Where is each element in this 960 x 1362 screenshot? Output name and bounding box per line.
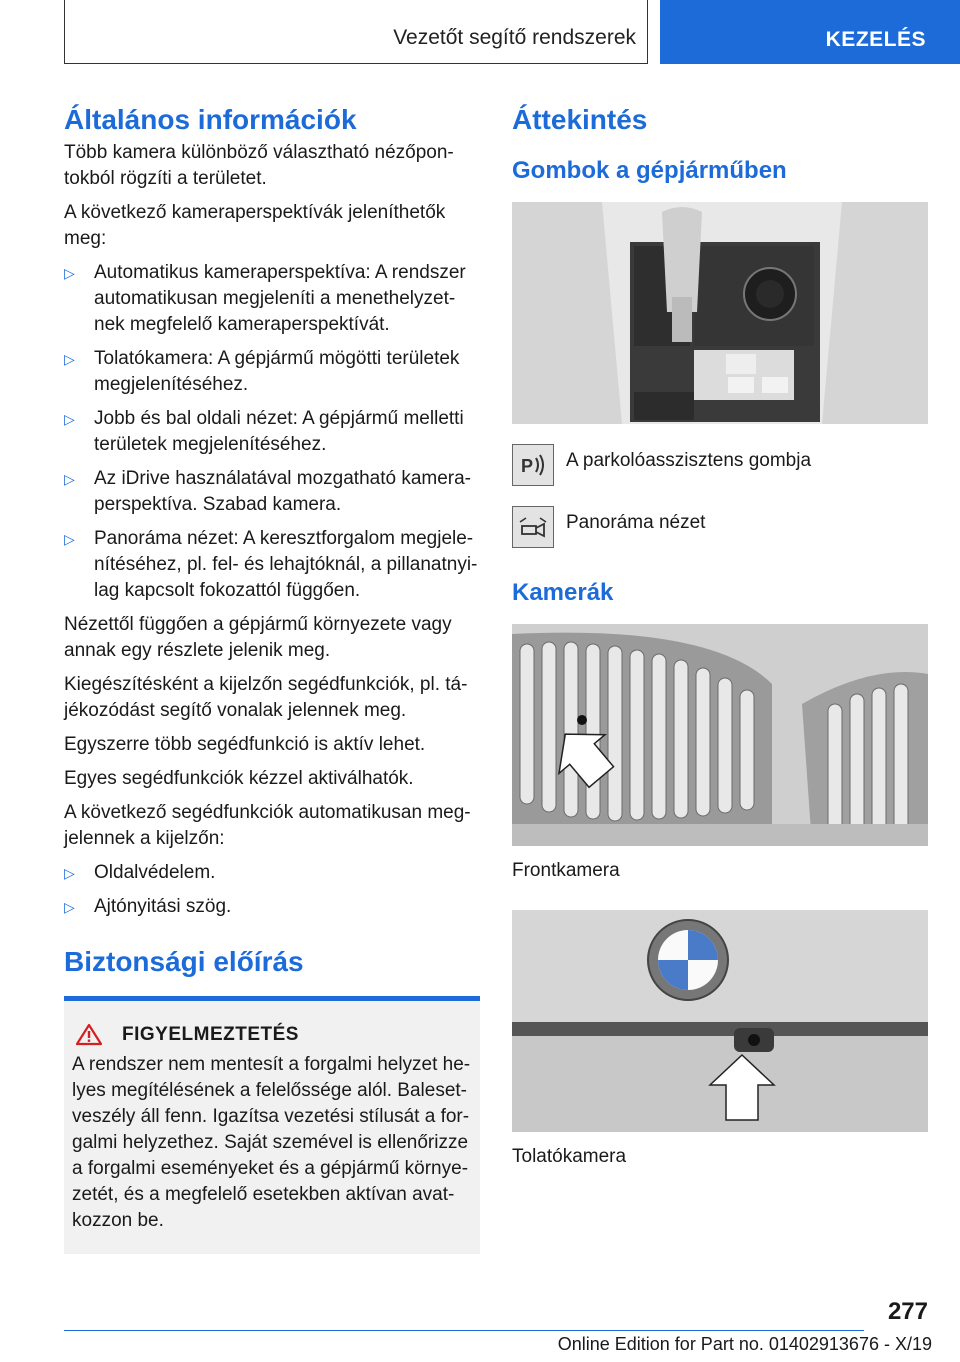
center-console-image (512, 202, 928, 424)
warning-box (64, 996, 480, 1254)
list-item: ▷ Tolatókamera: A gépjármű mögötti területek megjelenítéséhez. (64, 348, 460, 395)
panorama-row (512, 506, 928, 548)
left-column (64, 100, 480, 1254)
rear-camera-illustration (512, 910, 928, 1132)
paragraph: Több kamera különböző választható nézőpon-tokból rögzíti a területet. (64, 142, 454, 189)
warning-triangle-icon (76, 1023, 102, 1046)
footer-divider (64, 1330, 864, 1331)
panorama-label: Panoráma nézet (566, 512, 706, 533)
triangle-right-icon: ▷ (64, 865, 75, 881)
park-assist-row (512, 444, 928, 486)
list-item: ▷ Az iDrive használatával mozgatható kamera-perspektíva. Szabad kamera. (64, 468, 472, 515)
triangle-right-icon: ▷ (64, 899, 75, 915)
svg-text:P: P (521, 456, 534, 476)
park-assist-icon (512, 444, 554, 486)
center-console-illustration (512, 202, 928, 424)
warning-header (72, 1023, 472, 1046)
paragraph: Egyszerre több segédfunkció is aktív lehet. (64, 734, 426, 755)
triangle-right-icon: ▷ (64, 531, 75, 547)
header-section-title: Vezetőt segítő rendszerek (393, 26, 636, 49)
paragraph: Kiegészítésként a kijelzőn segédfunkciók, pl. tá-jékozódást segítő vonalak jelennek meg. (64, 674, 468, 721)
rear-camera-image (512, 910, 928, 1132)
caption-rear-camera: Tolatókamera (512, 1146, 627, 1167)
heading-safety: Biztonsági előírás (64, 946, 304, 977)
list-item: ▷ Ajtónyitási szög. (64, 894, 480, 920)
triangle-right-icon: ▷ (64, 265, 75, 281)
paragraph: A következő kameraperspektívák jeleníthetők meg: (64, 202, 446, 249)
warning-title: FIGYELMEZTETÉS (122, 1023, 299, 1045)
triangle-right-icon: ▷ (64, 471, 75, 487)
list-item: ▷ Oldalvédelem. (64, 860, 480, 886)
heading-cameras: Kamerák (512, 579, 614, 606)
caption-front-camera: Frontkamera (512, 860, 620, 881)
list-item: ▷ Jobb és bal oldali nézet: A gépjármű melletti területek megjelenítéséhez. (64, 408, 464, 455)
right-column (512, 100, 928, 1170)
triangle-right-icon: ▷ (64, 351, 75, 367)
perspective-list (64, 260, 480, 604)
paragraph: Egyes segédfunkciók kézzel aktiválhatók. (64, 768, 414, 789)
front-camera-image (512, 624, 928, 846)
paragraph: Nézettől függően a gépjármű környezete vagy annak egy részlete jelenik meg. (64, 614, 452, 661)
page-number: 277 (887, 1298, 928, 1325)
list-item: ▷ Automatikus kameraperspektíva: A rendszer automatikusan megjeleníti a menethelyzet-nek megfelelő kameraperspektívát. (64, 262, 466, 335)
auto-functions-list (64, 860, 480, 920)
paragraph: A következő segédfunkciók automatikusan meg-jelennek a kijelzőn: (64, 802, 471, 849)
heading-buttons: Gombok a gépjárműben (512, 157, 787, 184)
footer-edition: Online Edition for Part no. 01402913676 - X/19 (557, 1334, 932, 1354)
warning-text: A rendszer nem mentesít a forgalmi helyzet he-lyes megítélésének a felelőssége alól. Baleset-veszély áll fenn. Igazítsa vezetési stílusát a for-galmi helyzethez. Saját szemével is ellenőrizze a forgalmi eseményeket és a gépjármű környe-zetét, és a megfelelő esetekben aktívan avat-kozzon be. (72, 1054, 471, 1231)
park-assist-label: A parkolóasszisztens gombja (566, 450, 812, 471)
heading-overview: Áttekintés (512, 104, 648, 135)
front-grille-illustration (512, 624, 928, 846)
list-item: ▷ Panoráma nézet: A keresztforgalom megjele-nítéséhez, pl. fel- és lehajtóknál, a pillanatnyi-lag kapcsolt fokozattól függően. (64, 528, 478, 601)
heading-general-info: Általános információk (64, 104, 357, 135)
triangle-right-icon: ▷ (64, 411, 75, 427)
header-chapter-tab: KEZELÉS (660, 0, 960, 64)
panorama-view-icon (512, 506, 554, 548)
